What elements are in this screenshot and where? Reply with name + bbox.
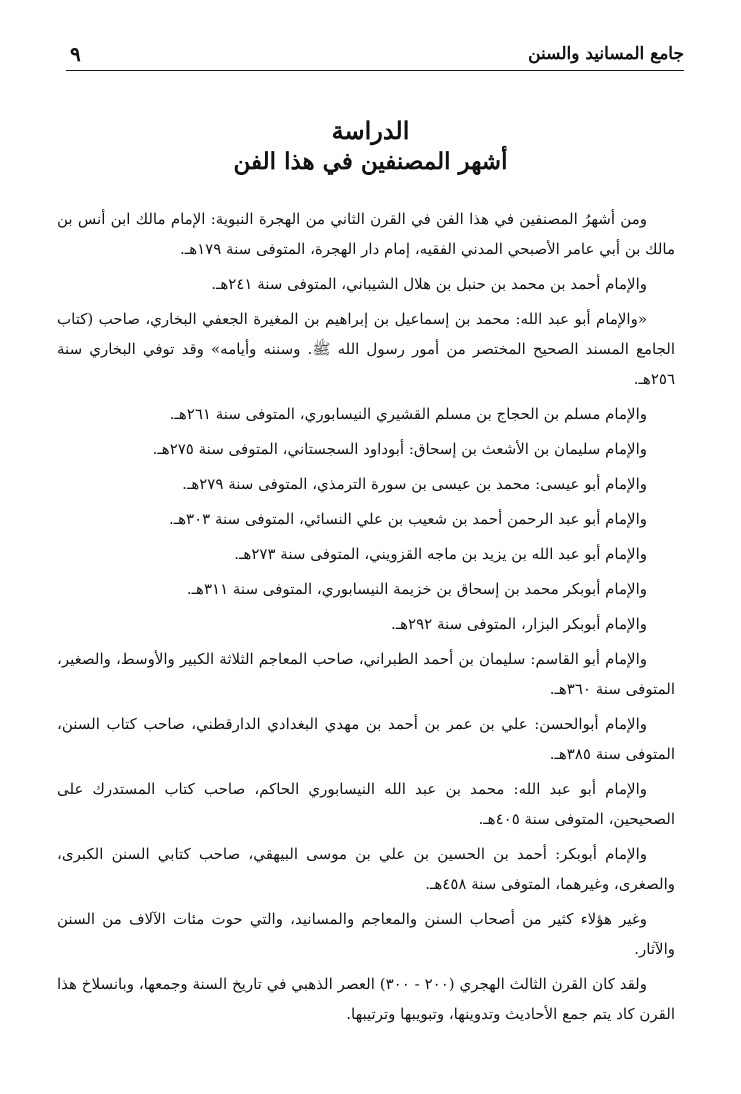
paragraph: والإمام مسلم بن الحجاج بن مسلم القشيري النيسابوري، المتوفى سنة ٢٦١هـ.	[169, 405, 647, 423]
book-title: جامع المسانيد والسنن	[528, 44, 684, 64]
paragraph: والإمام سليمان بن الأشعث بن إسحاق: أبوداود السجستاني، المتوفى سنة ٢٧٥هـ.	[152, 440, 647, 458]
paragraph: والإمام أحمد بن محمد بن حنبل بن هلال الشيباني، المتوفى سنة ٢٤١هـ.	[211, 275, 647, 293]
page-number: ٩	[70, 42, 81, 66]
paragraph: والإمام أبوالحسن: علي بن عمر بن أحمد بن مهدي البغدادي الدارقطني، صاحب كتاب السنن، المتوفى سنة ٣٨٥هـ.	[57, 715, 675, 763]
running-header	[66, 38, 684, 71]
paragraph: والإمام أبو القاسم: سليمان بن أحمد الطبراني، صاحب المعاجم الثلاثة الكبير والأوسط، والصغير، المتوفى سنة ٣٦٠هـ.	[57, 650, 675, 698]
paragraph: والإمام أبوبكر البزار، المتوفى سنة ٢٩٢هـ.	[390, 615, 647, 633]
paragraph: والإمام أبو عبد الله بن يزيد بن ماجه القزويني، المتوفى سنة ٢٧٣هـ.	[234, 545, 647, 563]
paragraph: والإمام أبو عبد الله: محمد بن عبد الله النيسابوري الحاكم، صاحب كتاب المستدرك على الصحيحين، المتوفى سنة ٤٠٥هـ.	[57, 780, 675, 828]
paragraph: والإمام أبوبكر: أحمد بن الحسين بن علي بن موسى البيهقي، صاحب كتابي السنن الكبرى، والصغرى، وغيرهما، المتوفى سنة ٤٥٨هـ.	[57, 845, 675, 893]
paragraph: ولقد كان القرن الثالث الهجري (٢٠٠ - ٣٠٠) العصر الذهبي في تاريخ السنة وجمعها، وبانسلاخ هذا القرن كاد يتم جمع الأحاديث وتدوينها، وتبويبها وترتيبها.	[57, 975, 675, 1023]
paragraph: والإمام أبو عبد الرحمن أحمد بن شعيب بن علي النسائي، المتوفى سنة ٣٠٣هـ.	[168, 510, 647, 528]
body-text	[57, 204, 675, 1034]
section-heading: الدراسة	[331, 116, 410, 145]
section-subheading: أشهر المصنفين في هذا الفن	[233, 148, 508, 175]
paragraph: ومن أشهرُ المصنفين في هذا الفن في القرن الثاني من الهجرة النبوية: الإمام مالك ابن أنس بن مالك بن أبي عامر الأصبحي المدني الفقيه، إمام دار الهجرة، المتوفى سنة ١٧٩هـ.	[57, 210, 675, 258]
paragraph: والإمام أبوبكر محمد بن إسحاق بن خزيمة النيسابوري، المتوفى سنة ٣١١هـ.	[186, 580, 647, 598]
paragraph: «والإمام أبو عبد الله: محمد بن إسماعيل بن إبراهيم بن المغيرة الجعفي البخاري، صاحب (كتاب الجامع المسند الصحيح المختصر من أمور رسول الله ﷺ. وسننه وأيامه» وقد توفي البخاري سنة ٢٥٦هـ.	[57, 310, 675, 388]
paragraph: والإمام أبو عيسى: محمد بن عيسى بن سورة الترمذي، المتوفى سنة ٢٧٩هـ.	[182, 475, 647, 493]
paragraph: وغير هؤلاء كثير من أصحاب السنن والمعاجم والمسانيد، والتي حوت مئات الآلاف من السنن والآثار.	[57, 910, 675, 958]
